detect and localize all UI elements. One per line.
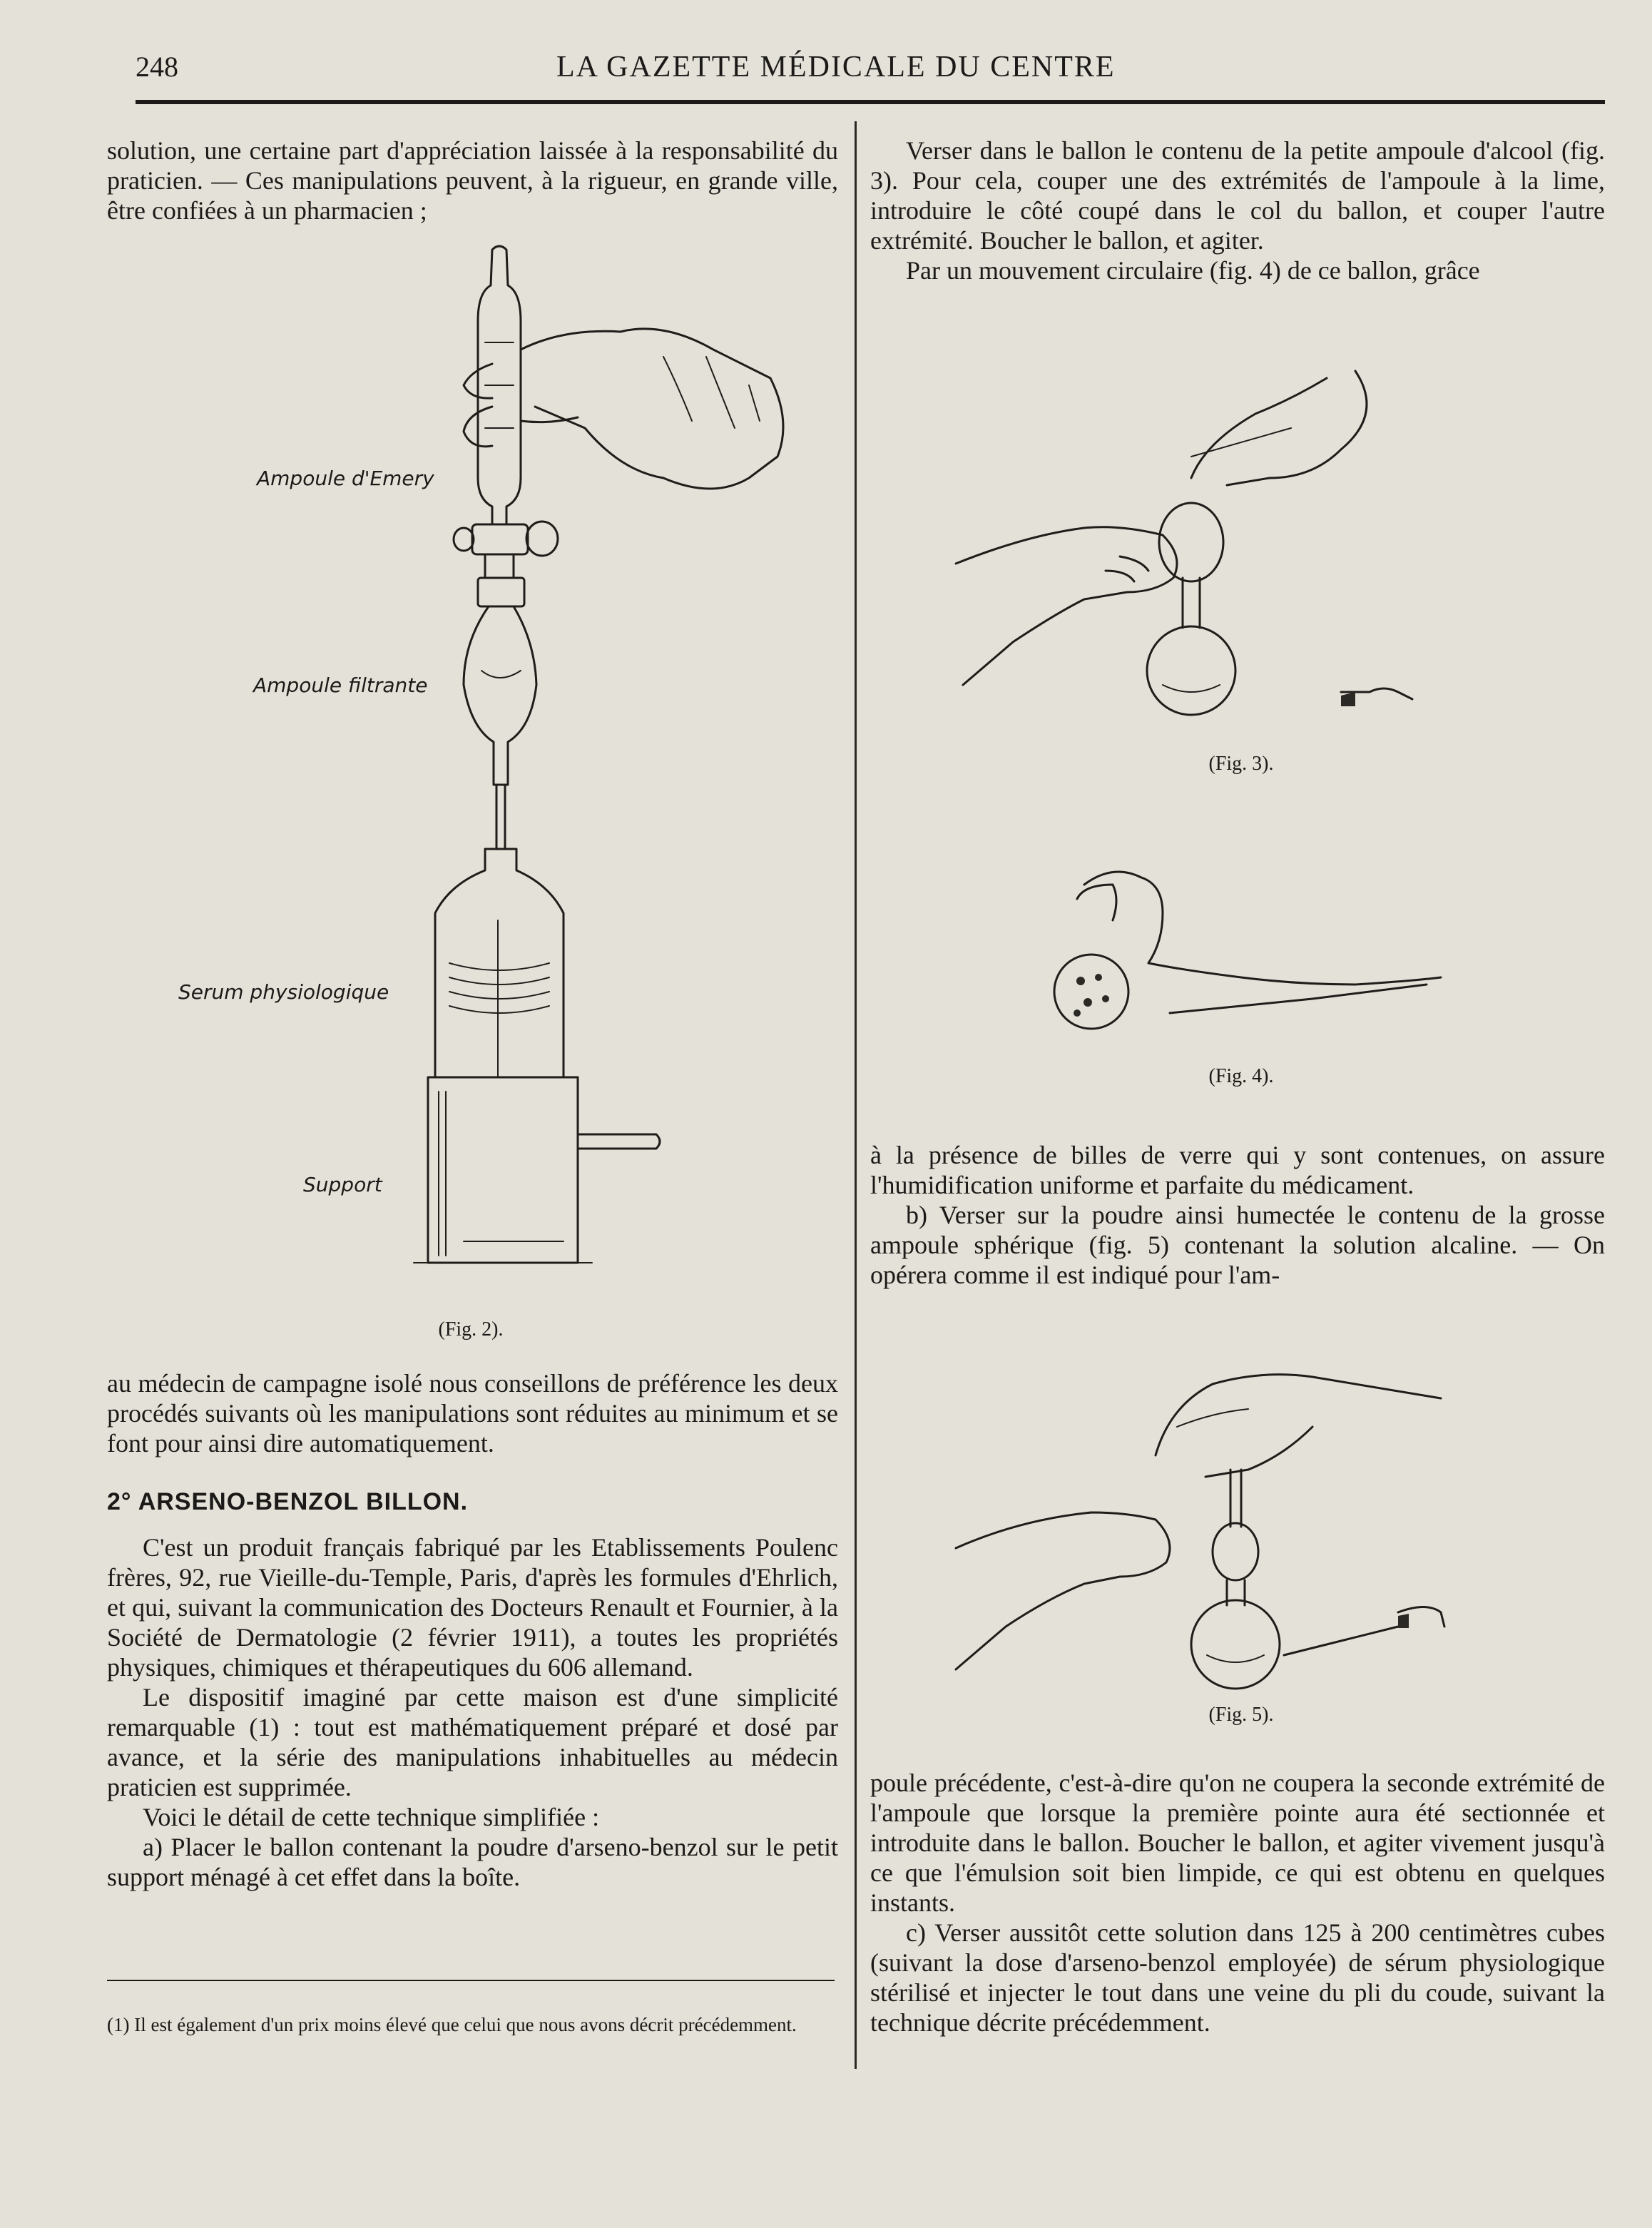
- fig5-caption: (Fig. 5).: [1208, 1704, 1274, 1726]
- alcohol-paragraph: Verser dans le ballon le contenu de la petite ampoule d'alcool (fig. 3). Pour cela, couper une des extrémités de l'ampoule à la lime, introduire le côté coupé dans le col du ballon, et couper l'autre extrémité. Boucher le ballon, et agiter.: [870, 136, 1605, 255]
- fig3-caption: (Fig. 3).: [1208, 753, 1274, 775]
- right-column-middle: [870, 1140, 1605, 1290]
- page-header: [136, 50, 1598, 93]
- fig2-caption: (Fig. 2).: [438, 1318, 504, 1341]
- fig4-caption: (Fig. 4).: [1208, 1065, 1274, 1087]
- circular-motion-paragraph: Par un mouvement circulaire (fig. 4) de ce ballon, grâce: [906, 256, 1480, 285]
- step-c-paragraph: c) Verser aussitôt cette solution dans 125 à 200 centimètres cubes (suivant la dose d'arseno-benzol employée) de sérum physiologique stérilisé et injecter le tout dans une veine du pli du coude, suivant la technique décrite précédemment.: [870, 1918, 1605, 2037]
- fig5-illustration: [942, 1370, 1598, 1698]
- footnote: (1) Il est également d'un prix moins élevé que celui que nous avons décrit précédemment.: [107, 2014, 797, 2035]
- right-column-end: [870, 1768, 1605, 2038]
- left-column-intro: [107, 136, 838, 225]
- footnote-rule: [107, 1980, 835, 1981]
- product-paragraph: C'est un produit français fabriqué par les Etablissements Poulenc frères, 92, rue Vieille-du-Temple, Paris, d'après les formules d'Ehrlich, et qui, suivant la communication des Docteurs Renault et Fournier, à la Société de Dermatologie (2 février 1911), a toutes les propriétés physiques, chimiques et thérapeutiques du 606 allemand.: [107, 1533, 838, 1682]
- step-a-paragraph: a) Placer le ballon contenant la poudre d'arseno-benzol sur le petit support ménagé à cet effet dans la boîte.: [107, 1833, 838, 1891]
- step-b-paragraph: b) Verser sur la poudre ainsi humectée le contenu de la grosse ampoule sphérique (fig. 5) contenant la solution alcaline. — On opérera comme il est indiqué pour l'am-: [870, 1201, 1605, 1289]
- humidification-paragraph: à la présence de billes de verre qui y sont contenues, on assure l'humidification uniforme et parfaite du médicament.: [870, 1141, 1605, 1199]
- header-rule: [136, 100, 1605, 104]
- device-paragraph: Le dispositif imaginé par cette maison est d'une simplicité remarquable (1) : tout est mathématiquement préparé et dosé par avance, et la série des manipulations inhabituelles au médecin praticien est supprimée.: [107, 1683, 838, 1801]
- journal-title: LA GAZETTE MÉDICALE DU CENTRE: [556, 51, 1116, 83]
- intro-paragraph: solution, une certaine part d'appréciation laissée à la responsabilité du praticien. — Ces manipulations peuvent, à la rigueur, en grande ville, être confiées à un pharmacien ;: [107, 136, 838, 225]
- left-column-body: [107, 1368, 838, 1892]
- fig2-label-serum: Serum physiologique: [178, 980, 389, 1004]
- after-fig2-paragraph: au médecin de campagne isolé nous conseillons de préférence les deux procédés suivants où les manipulations sont réduites au minimum et se font pour ainsi dire automatiquement.: [107, 1369, 838, 1458]
- fig4-illustration: [1056, 842, 1512, 1056]
- ampoule-continuation-paragraph: poule précédente, c'est-à-dire qu'on ne coupera la seconde extrémité de l'ampoule que lorsque la première pointe aura été sectionnée et introduite dans le ballon. Boucher le ballon, et agiter vivement jusqu'à ce que l'émulsion soit bien limpide, ce qui est obtenu en quelques instants.: [870, 1769, 1605, 1917]
- fig2-label-ampoule-filtrante: Ampoule filtrante: [253, 673, 428, 697]
- fig2-label-ampoule-emery: Ampoule d'Emery: [257, 467, 434, 490]
- fig3-illustration: [956, 357, 1598, 742]
- right-column-intro: [870, 136, 1605, 285]
- column-divider: [855, 121, 857, 2069]
- section-heading: 2° ARSENO-BENZOL BILLON.: [107, 1488, 469, 1515]
- technique-intro-paragraph: Voici le détail de cette technique simplifiée :: [143, 1803, 600, 1831]
- page-number: 248: [136, 51, 178, 83]
- fig2-illustration: [164, 243, 806, 1284]
- fig2-label-support: Support: [303, 1173, 382, 1196]
